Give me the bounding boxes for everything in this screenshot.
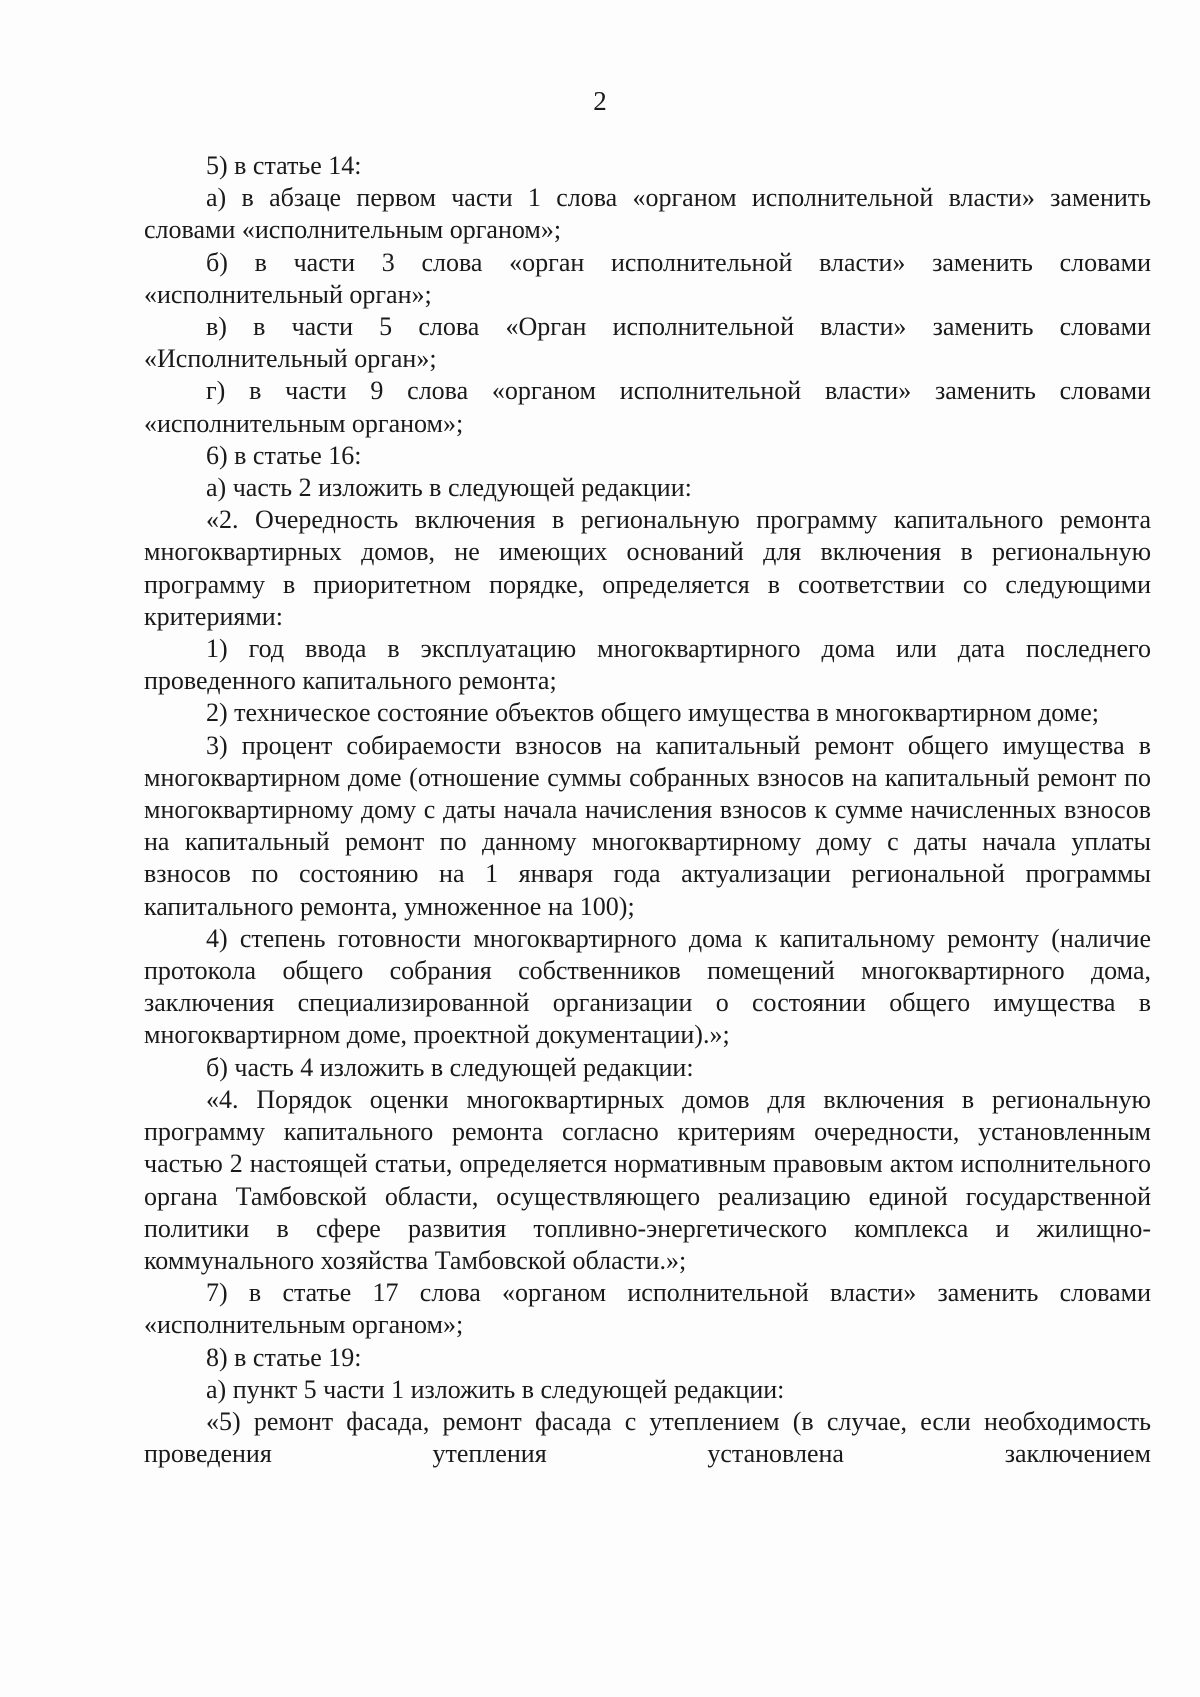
paragraph: 2) техническое состояние объектов общего имущества в многоквартирном доме; xyxy=(206,698,1100,728)
paragraph: в) в части 5 слова «Орган исполнительной власти» заменить словами «Исполнительный орган»; xyxy=(144,312,1151,374)
paragraph: а) часть 2 изложить в следующей редакции: xyxy=(206,473,692,503)
paragraph: 1) год ввода в эксплуатацию многоквартирного дома или дата последнего проведенного капитального ремонта; xyxy=(144,634,1151,696)
paragraph: г) в части 9 слова «органом исполнительной власти» заменить словами «исполнительным органом»; xyxy=(144,376,1151,438)
paragraph: а) в абзаце первом части 1 слова «органом исполнительной власти» заменить словами «исполнительным органом»; xyxy=(144,183,1151,245)
paragraph: «2. Очередность включения в региональную программу капитального ремонта многоквартирных домов, не имеющих оснований для включения в региональную программу в приоритетном порядке, определяется в соответствии со следующими критериями: xyxy=(144,505,1151,631)
paragraph: а) пункт 5 части 1 изложить в следующей редакции: xyxy=(206,1374,785,1404)
paragraph: 6) в статье 16: xyxy=(206,440,362,470)
paragraph: 7) в статье 17 слова «органом исполнительной власти» заменить словами «исполнительным органом»; xyxy=(144,1278,1151,1340)
paragraph: 8) в статье 19: xyxy=(206,1342,362,1372)
paragraph: 5) в статье 14: xyxy=(206,151,362,180)
paragraph: 4) степень готовности многоквартирного дома к капитальному ремонту (наличие протокола общего собрания собственников помещений многоквартирного дома, заключения специализированной организации о состоянии общего имущества в многоквартирном доме, проектной документации).»; xyxy=(144,923,1151,1050)
document-body xyxy=(144,150,1151,1470)
paragraph: б) в части 3 слова «орган исполнительной власти» заменить словами «исполнительный орган»; xyxy=(144,247,1151,309)
paragraph: «5) ремонт фасада, ремонт фасада с утеплением (в случае, если необходимость проведения утепления установлена заключением xyxy=(144,1406,1151,1469)
page-number: 2 xyxy=(593,86,607,116)
paragraph: «4. Порядок оценки многоквартирных домов для включения в региональную программу капитального ремонта согласно критериям очередности, установленным частью 2 настоящей статьи, определяется нормативным правовым актом исполнительного органа Тамбовской области, осуществляющего реализацию единой государственной политики в сфере развития топливно-энергетического комплекса и жилищно-коммунального хозяйства Тамбовской области.»; xyxy=(144,1084,1151,1275)
paragraph: 3) процент собираемости взносов на капитальный ремонт общего имущества в многоквартирном доме (отношение суммы собранных взносов на капитальный ремонт по многоквартирному дому с даты начала начисления взносов к сумме начисленных взносов на капитальный ремонт по данному многоквартирному дому с даты начала уплаты взносов по состоянию на 1 января года актуализации региональной программы капитального ремонта, умноженное на 100); xyxy=(144,730,1151,921)
paragraph: б) часть 4 изложить в следующей редакции: xyxy=(206,1052,694,1082)
